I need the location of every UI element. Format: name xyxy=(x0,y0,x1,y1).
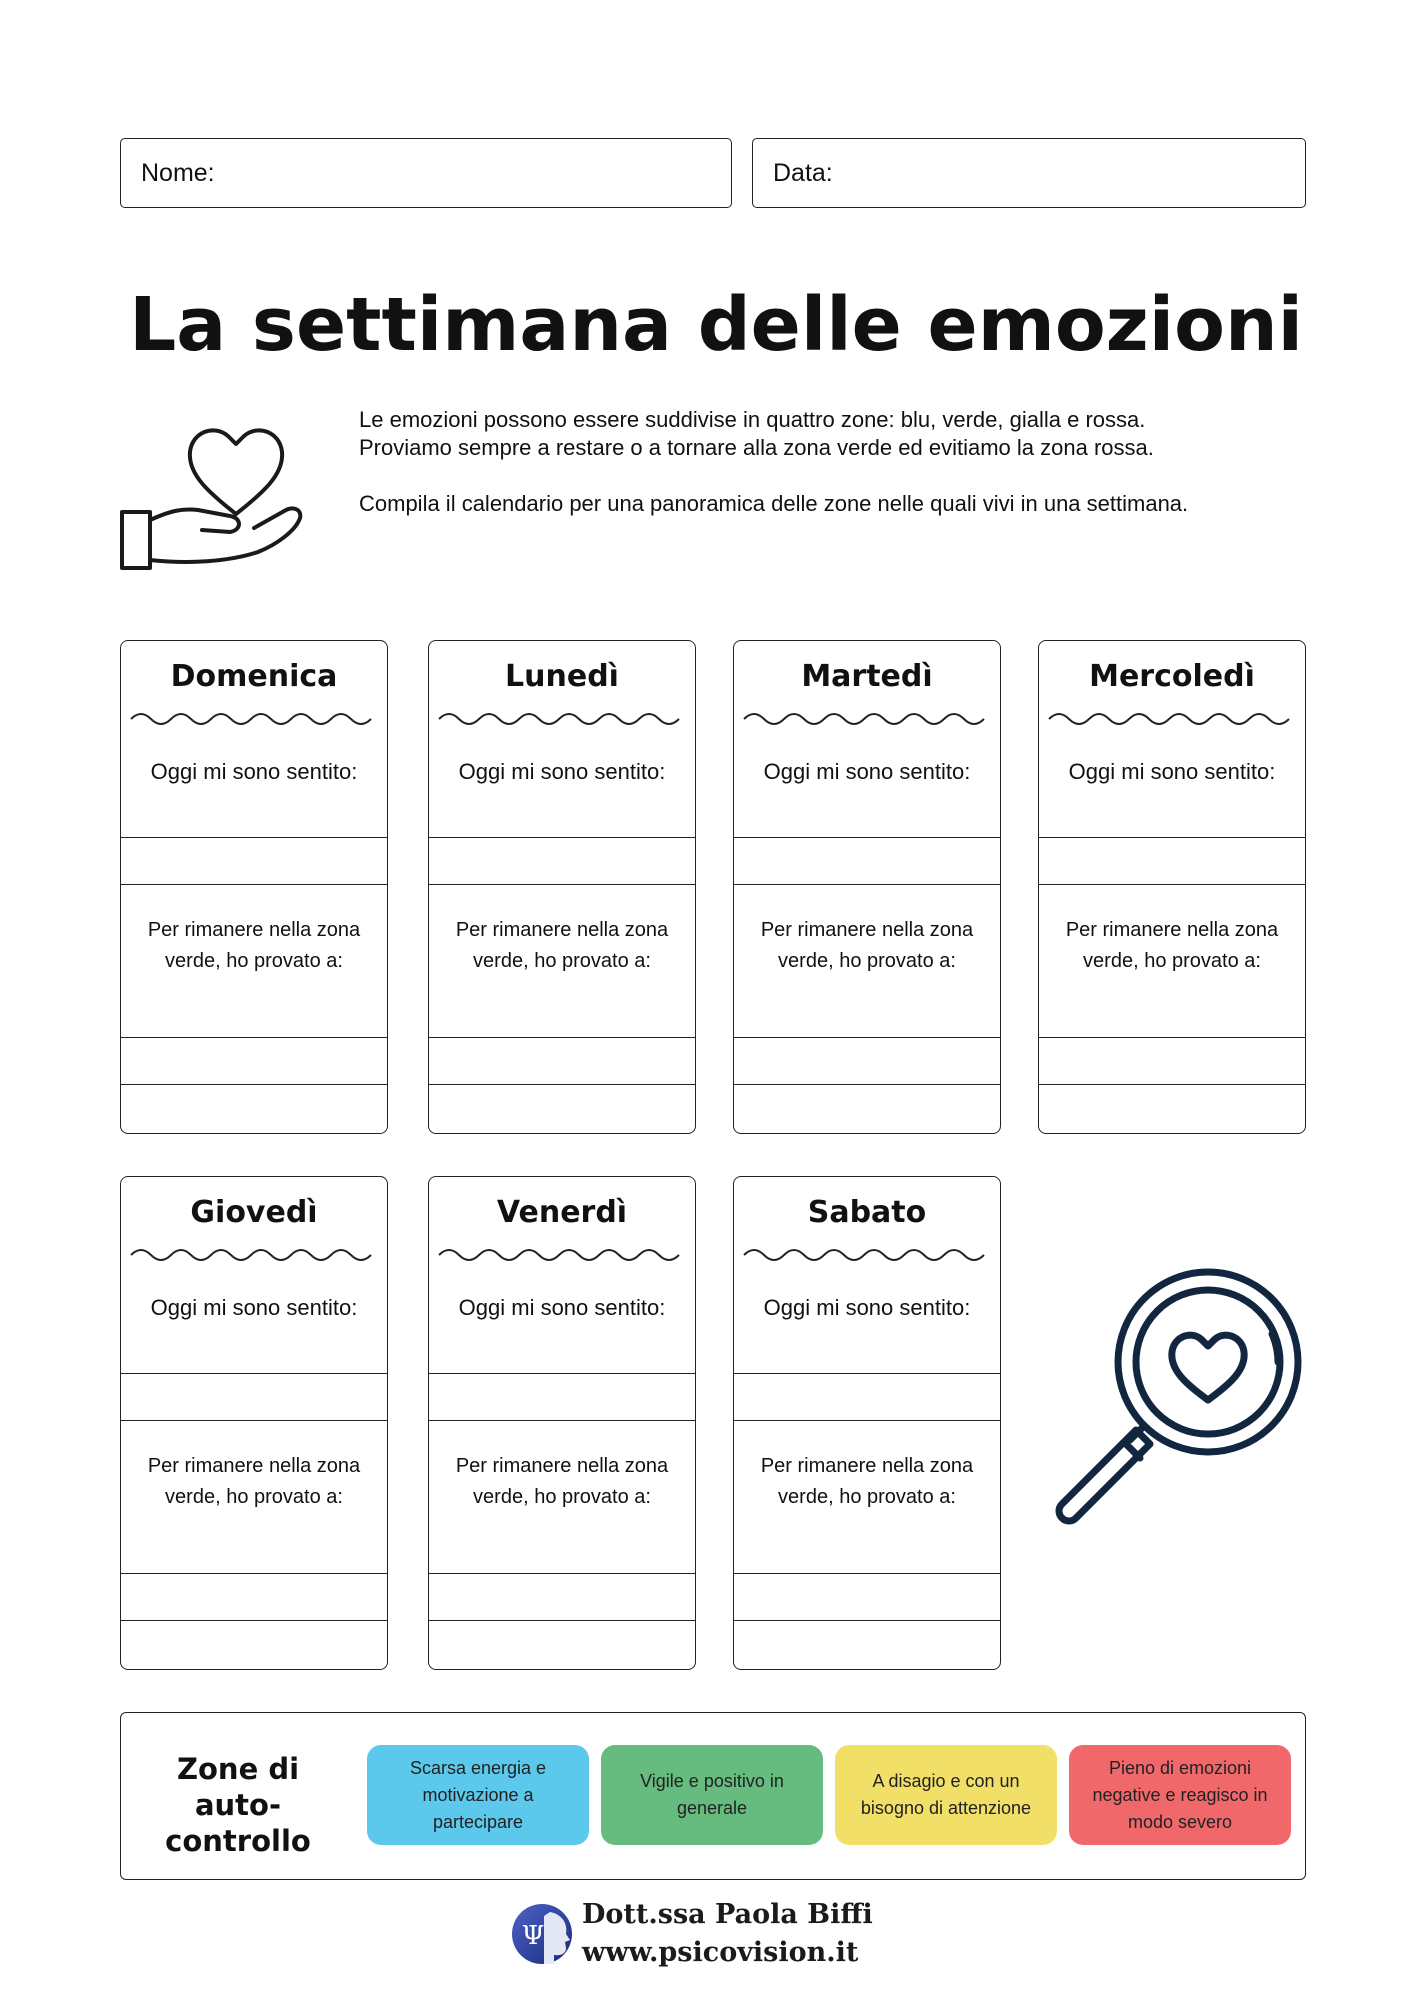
intro-line-2: Proviamo sempre a restare o a tornare alla zona verde ed evitiamo la zona rossa. xyxy=(359,435,1154,460)
wave-divider xyxy=(129,707,379,731)
svg-text:Ψ: Ψ xyxy=(521,1921,545,1951)
day-name: Martedì xyxy=(801,659,933,694)
felt-write-line[interactable] xyxy=(121,884,387,885)
day-name: Lunedì xyxy=(505,659,619,694)
zones-title: Zone di auto-controllo xyxy=(165,1752,311,1858)
day-card-mercoledi xyxy=(1038,640,1306,1134)
intro-line-3: Compila il calendario per una panoramica delle zone nelle quali vivi in una settimana. xyxy=(359,491,1189,516)
tried-write-line[interactable] xyxy=(121,1620,387,1621)
day-name: Venerdì xyxy=(496,1195,628,1230)
wave-divider xyxy=(742,707,992,731)
felt-label: Oggi mi sono sentito: xyxy=(1068,759,1276,784)
zone-red: Pieno di emozioni negative e reagisco in modo severo xyxy=(1069,1745,1291,1845)
day-card-domenica xyxy=(120,640,388,1134)
felt-label: Oggi mi sono sentito: xyxy=(150,759,358,784)
felt-label: Oggi mi sono sentito: xyxy=(763,1295,971,1320)
day-card-lunedi xyxy=(428,640,696,1134)
tried-write-line[interactable] xyxy=(429,1620,695,1621)
day-name: Giovedì xyxy=(190,1195,318,1230)
name-label: Nome: xyxy=(141,159,215,187)
zone-green: Vigile e positivo in generale xyxy=(601,1745,823,1845)
tried-label: Per rimanere nella zona verde, ho provato a: xyxy=(147,919,361,972)
felt-write-line[interactable] xyxy=(734,884,1000,885)
tried-label: Per rimanere nella zona verde, ho provato a: xyxy=(455,1455,669,1508)
wave-divider xyxy=(437,1243,687,1267)
felt-label: Oggi mi sono sentito: xyxy=(458,759,666,784)
wave-divider xyxy=(742,1243,992,1267)
felt-label: Oggi mi sono sentito: xyxy=(763,759,971,784)
tried-write-line[interactable] xyxy=(734,1620,1000,1621)
date-field[interactable] xyxy=(752,138,1306,208)
day-card-venerdi xyxy=(428,1176,696,1670)
tried-label: Per rimanere nella zona verde, ho provato a: xyxy=(760,919,974,972)
felt-label: Oggi mi sono sentito: xyxy=(458,1295,666,1320)
day-card-martedi xyxy=(733,640,1001,1134)
tried-label: Per rimanere nella zona verde, ho provato a: xyxy=(147,1455,361,1508)
page-title: La settimana delle emozioni xyxy=(129,282,1303,368)
day-name: Mercoledì xyxy=(1089,659,1255,694)
day-card-giovedi xyxy=(120,1176,388,1670)
day-name: Domenica xyxy=(170,659,338,694)
day-name: Sabato xyxy=(807,1195,927,1230)
tried-label: Per rimanere nella zona verde, ho provato a: xyxy=(1065,919,1279,972)
date-label: Data: xyxy=(773,159,833,187)
tried-label: Per rimanere nella zona verde, ho provato a: xyxy=(760,1455,974,1508)
magnifier-heart-icon xyxy=(1040,1262,1310,1532)
felt-write-line[interactable] xyxy=(1039,884,1305,885)
felt-label: Oggi mi sono sentito: xyxy=(150,1295,358,1320)
zones-panel xyxy=(120,1712,1306,1880)
zone-blue: Scarsa energia e motivazione a partecipare xyxy=(367,1745,589,1845)
wave-divider xyxy=(1047,707,1297,731)
felt-write-line[interactable] xyxy=(429,1420,695,1421)
wave-divider xyxy=(437,707,687,731)
tried-label: Per rimanere nella zona verde, ho provato a: xyxy=(455,919,669,972)
tried-write-line[interactable] xyxy=(734,1084,1000,1085)
footer-author: Dott.ssa Paola Biffi xyxy=(582,1899,873,1930)
name-field[interactable] xyxy=(120,138,732,208)
felt-write-line[interactable] xyxy=(121,1420,387,1421)
footer-credits xyxy=(582,1896,873,1972)
day-card-sabato xyxy=(733,1176,1001,1670)
felt-write-line[interactable] xyxy=(429,884,695,885)
wave-divider xyxy=(129,1243,379,1267)
zone-yellow: A disagio e con un bisogno di attenzione xyxy=(835,1745,1057,1845)
psi-head-logo-icon xyxy=(510,1902,574,1966)
tried-write-line[interactable] xyxy=(121,1084,387,1085)
heart-in-hand-icon xyxy=(118,412,308,572)
footer-website[interactable]: www.psicovision.it xyxy=(582,1937,859,1968)
tried-write-line[interactable] xyxy=(429,1084,695,1085)
intro-line-1: Le emozioni possono essere suddivise in quattro zone: blu, verde, gialla e rossa. xyxy=(359,407,1146,432)
tried-write-line[interactable] xyxy=(1039,1084,1305,1085)
felt-write-line[interactable] xyxy=(734,1420,1000,1421)
intro-text xyxy=(359,406,1319,518)
